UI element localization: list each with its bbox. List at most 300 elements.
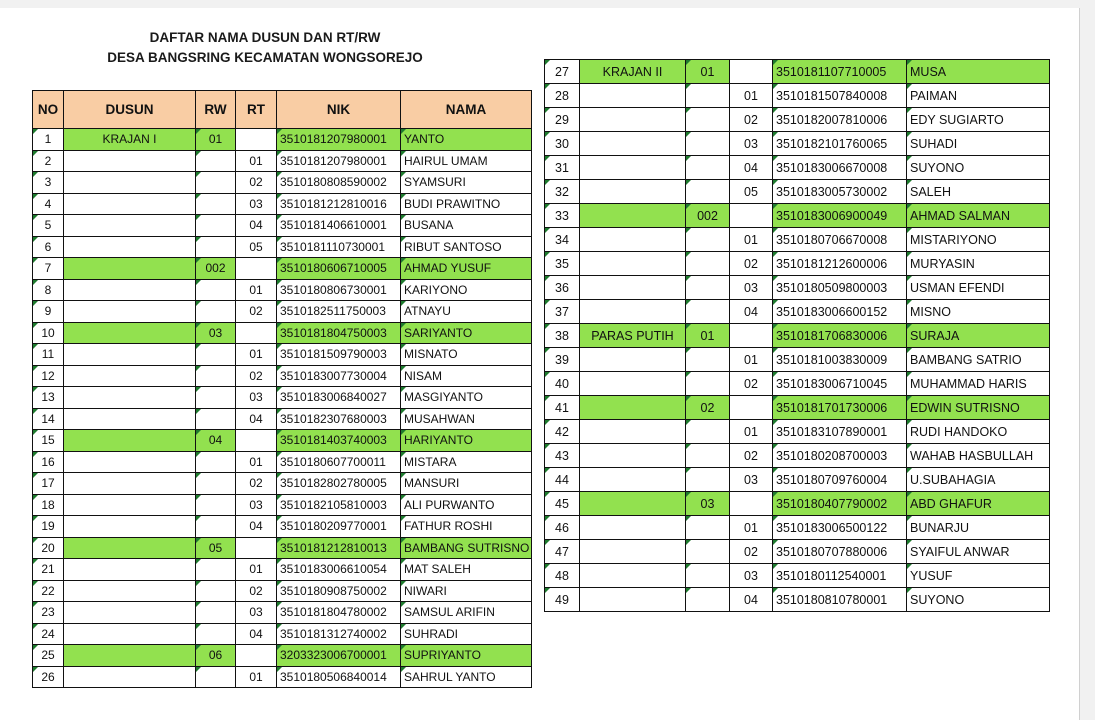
- cell-rw[interactable]: [196, 236, 236, 258]
- cell-dusun[interactable]: [580, 252, 686, 276]
- cell-dusun[interactable]: [64, 537, 196, 559]
- cell-dusun[interactable]: [64, 279, 196, 301]
- cell-rt[interactable]: [236, 645, 277, 667]
- cell-nama[interactable]: BUDI PRAWITNO: [401, 193, 532, 215]
- cell-rw[interactable]: 01: [196, 129, 236, 151]
- cell-no[interactable]: 29: [545, 108, 580, 132]
- cell-no[interactable]: 4: [33, 193, 64, 215]
- cell-no[interactable]: 10: [33, 322, 64, 344]
- cell-rw[interactable]: [196, 623, 236, 645]
- cell-rt[interactable]: 04: [730, 156, 773, 180]
- cell-dusun[interactable]: [64, 430, 196, 452]
- cell-rw[interactable]: [196, 666, 236, 688]
- cell-rt[interactable]: 02: [730, 372, 773, 396]
- cell-rt[interactable]: 01: [236, 451, 277, 473]
- cell-nama[interactable]: HARIYANTO: [401, 430, 532, 452]
- cell-no[interactable]: 48: [545, 564, 580, 588]
- cell-nik[interactable]: 3510182802780005: [277, 473, 401, 495]
- cell-dusun[interactable]: [580, 492, 686, 516]
- cell-nama[interactable]: FATHUR ROSHI: [401, 516, 532, 538]
- cell-nik[interactable]: 3510180908750002: [277, 580, 401, 602]
- cell-dusun[interactable]: [64, 344, 196, 366]
- cell-rw[interactable]: [686, 588, 730, 612]
- cell-rt[interactable]: [730, 60, 773, 84]
- cell-nik[interactable]: 3510183007730004: [277, 365, 401, 387]
- cell-no[interactable]: 3: [33, 172, 64, 194]
- cell-rt[interactable]: 02: [730, 252, 773, 276]
- cell-dusun[interactable]: [580, 300, 686, 324]
- cell-nama[interactable]: SUHRADI: [401, 623, 532, 645]
- cell-rw[interactable]: [196, 344, 236, 366]
- cell-dusun[interactable]: [580, 108, 686, 132]
- cell-rt[interactable]: 02: [236, 473, 277, 495]
- cell-no[interactable]: 21: [33, 559, 64, 581]
- cell-rw[interactable]: [686, 444, 730, 468]
- cell-no[interactable]: 27: [545, 60, 580, 84]
- cell-rw[interactable]: [686, 372, 730, 396]
- cell-nama[interactable]: KARIYONO: [401, 279, 532, 301]
- cell-dusun[interactable]: PARAS PUTIH: [580, 324, 686, 348]
- cell-nama[interactable]: SAHRUL YANTO: [401, 666, 532, 688]
- cell-nama[interactable]: EDWIN SUTRISNO: [907, 396, 1050, 420]
- cell-no[interactable]: 39: [545, 348, 580, 372]
- cell-rw[interactable]: [196, 559, 236, 581]
- cell-rt[interactable]: 04: [236, 408, 277, 430]
- cell-nik[interactable]: 3510181701730006: [773, 396, 907, 420]
- cell-rt[interactable]: 02: [730, 444, 773, 468]
- cell-rt[interactable]: [236, 258, 277, 280]
- cell-no[interactable]: 8: [33, 279, 64, 301]
- cell-no[interactable]: 5: [33, 215, 64, 237]
- cell-rw[interactable]: [196, 451, 236, 473]
- cell-nik[interactable]: 3510180606710005: [277, 258, 401, 280]
- cell-nik[interactable]: 3510180810780001: [773, 588, 907, 612]
- cell-nik[interactable]: 3510181804750003: [277, 322, 401, 344]
- cell-no[interactable]: 31: [545, 156, 580, 180]
- cell-rt[interactable]: [236, 537, 277, 559]
- cell-dusun[interactable]: [580, 540, 686, 564]
- cell-rt[interactable]: [730, 396, 773, 420]
- cell-rw[interactable]: [686, 540, 730, 564]
- cell-nik[interactable]: 3510181507840008: [773, 84, 907, 108]
- cell-no[interactable]: 20: [33, 537, 64, 559]
- table-row: [33, 494, 532, 516]
- cell-dusun[interactable]: [580, 516, 686, 540]
- cell-rt[interactable]: 01: [236, 559, 277, 581]
- cell-nik[interactable]: 3510181003830009: [773, 348, 907, 372]
- cell-dusun[interactable]: [64, 236, 196, 258]
- cell-nama[interactable]: BAMBANG SATRIO: [907, 348, 1050, 372]
- cell-rw[interactable]: [196, 580, 236, 602]
- cell-no[interactable]: 47: [545, 540, 580, 564]
- cell-rw[interactable]: [686, 516, 730, 540]
- cell-nik[interactable]: 3510181706830006: [773, 324, 907, 348]
- cell-nik[interactable]: 3510180209770001: [277, 516, 401, 538]
- cell-nama[interactable]: SYAIFUL ANWAR: [907, 540, 1050, 564]
- cell-dusun[interactable]: [64, 516, 196, 538]
- cell-rt[interactable]: 01: [730, 228, 773, 252]
- cell-nama[interactable]: MUHAMMAD HARIS: [907, 372, 1050, 396]
- cell-nik[interactable]: 3510181403740003: [277, 430, 401, 452]
- cell-rw[interactable]: [686, 108, 730, 132]
- cell-dusun[interactable]: [580, 228, 686, 252]
- cell-dusun[interactable]: [64, 150, 196, 172]
- cell-dusun[interactable]: KRAJAN I: [64, 129, 196, 151]
- cell-dusun[interactable]: [580, 396, 686, 420]
- cell-rt[interactable]: 03: [236, 602, 277, 624]
- cell-dusun[interactable]: [580, 420, 686, 444]
- cell-nik[interactable]: 3510181212810016: [277, 193, 401, 215]
- cell-nik[interactable]: 3510181107710005: [773, 60, 907, 84]
- cell-nama[interactable]: BAMBANG SUTRISNO: [401, 537, 532, 559]
- cell-dusun[interactable]: [64, 559, 196, 581]
- cell-rw[interactable]: 002: [196, 258, 236, 280]
- cell-nama[interactable]: MISTARIYONO: [907, 228, 1050, 252]
- cell-nama[interactable]: MAT SALEH: [401, 559, 532, 581]
- cell-nik[interactable]: 3510182511750003: [277, 301, 401, 323]
- cell-dusun[interactable]: [64, 387, 196, 409]
- cell-nik[interactable]: 3510180707880006: [773, 540, 907, 564]
- cell-rw[interactable]: [686, 420, 730, 444]
- cell-nik[interactable]: 3510180607700011: [277, 451, 401, 473]
- cell-rw[interactable]: [196, 387, 236, 409]
- cell-nama[interactable]: SAMSUL ARIFIN: [401, 602, 532, 624]
- cell-no[interactable]: 35: [545, 252, 580, 276]
- cell-nik[interactable]: 3510180509800003: [773, 276, 907, 300]
- cell-no[interactable]: 15: [33, 430, 64, 452]
- cell-no[interactable]: 16: [33, 451, 64, 473]
- cell-rt[interactable]: 02: [236, 172, 277, 194]
- cell-rw[interactable]: [196, 408, 236, 430]
- cell-nik[interactable]: 3510181312740002: [277, 623, 401, 645]
- cell-dusun[interactable]: [64, 580, 196, 602]
- cell-no[interactable]: 32: [545, 180, 580, 204]
- cell-no[interactable]: 22: [33, 580, 64, 602]
- cell-rt[interactable]: 01: [730, 420, 773, 444]
- cell-dusun[interactable]: [580, 180, 686, 204]
- cell-no[interactable]: 6: [33, 236, 64, 258]
- cell-nama[interactable]: SUYONO: [907, 156, 1050, 180]
- cell-no[interactable]: 18: [33, 494, 64, 516]
- cell-nik[interactable]: 3510180709760004: [773, 468, 907, 492]
- cell-no[interactable]: 24: [33, 623, 64, 645]
- cell-rt[interactable]: [730, 324, 773, 348]
- cell-rt[interactable]: 04: [730, 588, 773, 612]
- cell-rt[interactable]: 03: [236, 387, 277, 409]
- cell-rw[interactable]: [196, 172, 236, 194]
- cell-no[interactable]: 19: [33, 516, 64, 538]
- cell-nik[interactable]: 3510180706670008: [773, 228, 907, 252]
- cell-nama[interactable]: SUPRIYANTO: [401, 645, 532, 667]
- cell-dusun[interactable]: [580, 588, 686, 612]
- cell-dusun[interactable]: [580, 132, 686, 156]
- cell-rt[interactable]: 02: [730, 108, 773, 132]
- cell-nama[interactable]: NIWARI: [401, 580, 532, 602]
- cell-dusun[interactable]: [64, 451, 196, 473]
- cell-rw[interactable]: [686, 564, 730, 588]
- cell-dusun[interactable]: [580, 84, 686, 108]
- cell-nik[interactable]: 3510181212600006: [773, 252, 907, 276]
- cell-nama[interactable]: MURYASIN: [907, 252, 1050, 276]
- cell-nama[interactable]: BUNARJU: [907, 516, 1050, 540]
- cell-rt[interactable]: 01: [236, 344, 277, 366]
- cell-dusun[interactable]: [64, 172, 196, 194]
- cell-rt[interactable]: 02: [236, 365, 277, 387]
- cell-nama[interactable]: USMAN EFENDI: [907, 276, 1050, 300]
- cell-nama[interactable]: MUSA: [907, 60, 1050, 84]
- cell-nama[interactable]: MISTARA: [401, 451, 532, 473]
- cell-nik[interactable]: 3510180112540001: [773, 564, 907, 588]
- cell-nama[interactable]: RUDI HANDOKO: [907, 420, 1050, 444]
- cell-nama[interactable]: MISNO: [907, 300, 1050, 324]
- cell-nama[interactable]: YANTO: [401, 129, 532, 151]
- cell-no[interactable]: 9: [33, 301, 64, 323]
- cell-nik[interactable]: 3510183006600152: [773, 300, 907, 324]
- cell-rw[interactable]: 01: [686, 324, 730, 348]
- cell-no[interactable]: 1: [33, 129, 64, 151]
- cell-rw[interactable]: [686, 276, 730, 300]
- cell-no[interactable]: 30: [545, 132, 580, 156]
- cell-no[interactable]: 34: [545, 228, 580, 252]
- cell-nik[interactable]: 3510182007810006: [773, 108, 907, 132]
- cell-nama[interactable]: EDY SUGIARTO: [907, 108, 1050, 132]
- cell-dusun[interactable]: [64, 365, 196, 387]
- cell-no[interactable]: 36: [545, 276, 580, 300]
- cell-rt[interactable]: [730, 204, 773, 228]
- cell-nik[interactable]: 3510183006710045: [773, 372, 907, 396]
- cell-nama[interactable]: SARIYANTO: [401, 322, 532, 344]
- cell-nik[interactable]: 3510181207980001: [277, 150, 401, 172]
- cell-dusun[interactable]: [580, 348, 686, 372]
- cell-rw[interactable]: [196, 516, 236, 538]
- cell-no[interactable]: 26: [33, 666, 64, 688]
- cell-nik[interactable]: 3510183006500122: [773, 516, 907, 540]
- cell-rt[interactable]: 04: [236, 215, 277, 237]
- cell-rt[interactable]: 01: [236, 150, 277, 172]
- cell-nama[interactable]: SURAJA: [907, 324, 1050, 348]
- cell-no[interactable]: 11: [33, 344, 64, 366]
- cell-dusun[interactable]: [64, 645, 196, 667]
- cell-nama[interactable]: MISNATO: [401, 344, 532, 366]
- cell-nik[interactable]: 3510183006840027: [277, 387, 401, 409]
- cell-rw[interactable]: [686, 180, 730, 204]
- cell-nik[interactable]: 3510180808590002: [277, 172, 401, 194]
- cell-nik[interactable]: 3510180208700003: [773, 444, 907, 468]
- cell-nama[interactable]: NISAM: [401, 365, 532, 387]
- cell-no[interactable]: 42: [545, 420, 580, 444]
- cell-rt[interactable]: 04: [236, 516, 277, 538]
- cell-no[interactable]: 33: [545, 204, 580, 228]
- cell-nik[interactable]: 3510183006610054: [277, 559, 401, 581]
- cell-rw[interactable]: [196, 193, 236, 215]
- cell-rw[interactable]: [196, 602, 236, 624]
- cell-dusun[interactable]: [64, 408, 196, 430]
- cell-dusun[interactable]: [64, 473, 196, 495]
- cell-dusun[interactable]: [64, 494, 196, 516]
- cell-rw[interactable]: [686, 468, 730, 492]
- cell-no[interactable]: 46: [545, 516, 580, 540]
- cell-nik[interactable]: 3510181406610001: [277, 215, 401, 237]
- cell-dusun[interactable]: [580, 204, 686, 228]
- cell-rt[interactable]: [236, 430, 277, 452]
- cell-dusun[interactable]: KRAJAN II: [580, 60, 686, 84]
- cell-nik[interactable]: 3510183006670008: [773, 156, 907, 180]
- cell-nama[interactable]: ATNAYU: [401, 301, 532, 323]
- cell-nama[interactable]: MASGIYANTO: [401, 387, 532, 409]
- cell-dusun[interactable]: [64, 215, 196, 237]
- cell-rw[interactable]: [196, 301, 236, 323]
- cell-nama[interactable]: SUYONO: [907, 588, 1050, 612]
- cell-rw[interactable]: [686, 348, 730, 372]
- cell-dusun[interactable]: [580, 156, 686, 180]
- cell-no[interactable]: 49: [545, 588, 580, 612]
- cell-nama[interactable]: YUSUF: [907, 564, 1050, 588]
- cell-rt[interactable]: [236, 322, 277, 344]
- cell-nama[interactable]: ALI PURWANTO: [401, 494, 532, 516]
- cell-no[interactable]: 25: [33, 645, 64, 667]
- cell-nik[interactable]: 3510180407790002: [773, 492, 907, 516]
- cell-rt[interactable]: 03: [730, 132, 773, 156]
- cell-rt[interactable]: 01: [236, 666, 277, 688]
- cell-nama[interactable]: WAHAB HASBULLAH: [907, 444, 1050, 468]
- cell-dusun[interactable]: [580, 372, 686, 396]
- cell-rw[interactable]: [196, 494, 236, 516]
- cell-nik[interactable]: 3510181212810013: [277, 537, 401, 559]
- cell-rw[interactable]: [196, 215, 236, 237]
- cell-rt[interactable]: 05: [236, 236, 277, 258]
- cell-rt[interactable]: 03: [730, 468, 773, 492]
- cell-rt[interactable]: [730, 492, 773, 516]
- cell-nik[interactable]: 3510181509790003: [277, 344, 401, 366]
- cell-nik[interactable]: 3510181804780002: [277, 602, 401, 624]
- cell-rt[interactable]: 03: [236, 494, 277, 516]
- cell-rw[interactable]: [196, 365, 236, 387]
- cell-dusun[interactable]: [64, 258, 196, 280]
- cell-rw[interactable]: [686, 156, 730, 180]
- cell-rw[interactable]: [686, 132, 730, 156]
- cell-rw[interactable]: 002: [686, 204, 730, 228]
- cell-dusun[interactable]: [64, 301, 196, 323]
- cell-no[interactable]: 45: [545, 492, 580, 516]
- cell-rw[interactable]: 03: [686, 492, 730, 516]
- cell-no[interactable]: 12: [33, 365, 64, 387]
- cell-rw[interactable]: 03: [196, 322, 236, 344]
- cell-rt[interactable]: 03: [730, 276, 773, 300]
- cell-nama[interactable]: MUSAHWAN: [401, 408, 532, 430]
- cell-rt[interactable]: 01: [730, 516, 773, 540]
- cell-nik[interactable]: 3510180506840014: [277, 666, 401, 688]
- table-row: [545, 396, 1050, 420]
- cell-dusun[interactable]: [580, 276, 686, 300]
- cell-rw[interactable]: [686, 84, 730, 108]
- cell-rt[interactable]: [236, 129, 277, 151]
- cell-rt[interactable]: 01: [236, 279, 277, 301]
- cell-nama[interactable]: ABD GHAFUR: [907, 492, 1050, 516]
- cell-rw[interactable]: [686, 252, 730, 276]
- cell-nik[interactable]: 3510183006900049: [773, 204, 907, 228]
- cell-no[interactable]: 37: [545, 300, 580, 324]
- cell-rw[interactable]: [196, 279, 236, 301]
- cell-nama[interactable]: AHMAD SALMAN: [907, 204, 1050, 228]
- cell-nama[interactable]: AHMAD YUSUF: [401, 258, 532, 280]
- cell-nik[interactable]: 3510182307680003: [277, 408, 401, 430]
- cell-rw[interactable]: 01: [686, 60, 730, 84]
- cell-no[interactable]: 23: [33, 602, 64, 624]
- cell-rw[interactable]: [686, 300, 730, 324]
- table-row: [33, 129, 532, 151]
- cell-dusun[interactable]: [64, 623, 196, 645]
- cell-no[interactable]: 43: [545, 444, 580, 468]
- cell-rw[interactable]: 05: [196, 537, 236, 559]
- table-part-2: [544, 59, 1050, 612]
- cell-rt[interactable]: 01: [730, 84, 773, 108]
- header-rt: RT: [236, 91, 277, 129]
- cell-no[interactable]: 17: [33, 473, 64, 495]
- cell-nama[interactable]: RIBUT SANTOSO: [401, 236, 532, 258]
- cell-no[interactable]: 41: [545, 396, 580, 420]
- cell-rw[interactable]: [196, 150, 236, 172]
- cell-nama[interactable]: PAIMAN: [907, 84, 1050, 108]
- cell-nama[interactable]: SALEH: [907, 180, 1050, 204]
- cell-nama[interactable]: HAIRUL UMAM: [401, 150, 532, 172]
- cell-nik[interactable]: 3510183005730002: [773, 180, 907, 204]
- cell-rt[interactable]: 02: [730, 540, 773, 564]
- cell-rw[interactable]: [196, 473, 236, 495]
- cell-rt[interactable]: 04: [730, 300, 773, 324]
- cell-nik[interactable]: 3510181207980001: [277, 129, 401, 151]
- cell-rt[interactable]: 01: [730, 348, 773, 372]
- cell-nama[interactable]: SYAMSURI: [401, 172, 532, 194]
- cell-nama[interactable]: MANSURI: [401, 473, 532, 495]
- cell-nik[interactable]: 3510180806730001: [277, 279, 401, 301]
- cell-nik[interactable]: 3510183107890001: [773, 420, 907, 444]
- cell-dusun[interactable]: [64, 322, 196, 344]
- cell-nama[interactable]: BUSANA: [401, 215, 532, 237]
- cell-no[interactable]: 38: [545, 324, 580, 348]
- cell-no[interactable]: 28: [545, 84, 580, 108]
- cell-dusun[interactable]: [580, 564, 686, 588]
- cell-dusun[interactable]: [580, 444, 686, 468]
- cell-no[interactable]: 14: [33, 408, 64, 430]
- cell-rw[interactable]: 06: [196, 645, 236, 667]
- cell-dusun[interactable]: [64, 602, 196, 624]
- cell-rw[interactable]: [686, 228, 730, 252]
- cell-dusun[interactable]: [64, 666, 196, 688]
- cell-rt[interactable]: 03: [730, 564, 773, 588]
- cell-rt[interactable]: 04: [236, 623, 277, 645]
- cell-rt[interactable]: 05: [730, 180, 773, 204]
- cell-rt[interactable]: 02: [236, 580, 277, 602]
- header-nama: NAMA: [401, 91, 532, 129]
- cell-no[interactable]: 2: [33, 150, 64, 172]
- cell-nama[interactable]: SUHADI: [907, 132, 1050, 156]
- cell-nama[interactable]: U.SUBAHAGIA: [907, 468, 1050, 492]
- cell-dusun[interactable]: [64, 193, 196, 215]
- cell-rw[interactable]: 02: [686, 396, 730, 420]
- cell-nik[interactable]: 3510181110730001: [277, 236, 401, 258]
- cell-dusun[interactable]: [580, 468, 686, 492]
- cell-rw[interactable]: 04: [196, 430, 236, 452]
- cell-nik[interactable]: 3510182101760065: [773, 132, 907, 156]
- cell-no[interactable]: 7: [33, 258, 64, 280]
- cell-nik[interactable]: 3510182105810003: [277, 494, 401, 516]
- cell-nik[interactable]: 3203323006700001: [277, 645, 401, 667]
- cell-no[interactable]: 13: [33, 387, 64, 409]
- cell-rt[interactable]: 03: [236, 193, 277, 215]
- cell-no[interactable]: 44: [545, 468, 580, 492]
- cell-rt[interactable]: 02: [236, 301, 277, 323]
- cell-no[interactable]: 40: [545, 372, 580, 396]
